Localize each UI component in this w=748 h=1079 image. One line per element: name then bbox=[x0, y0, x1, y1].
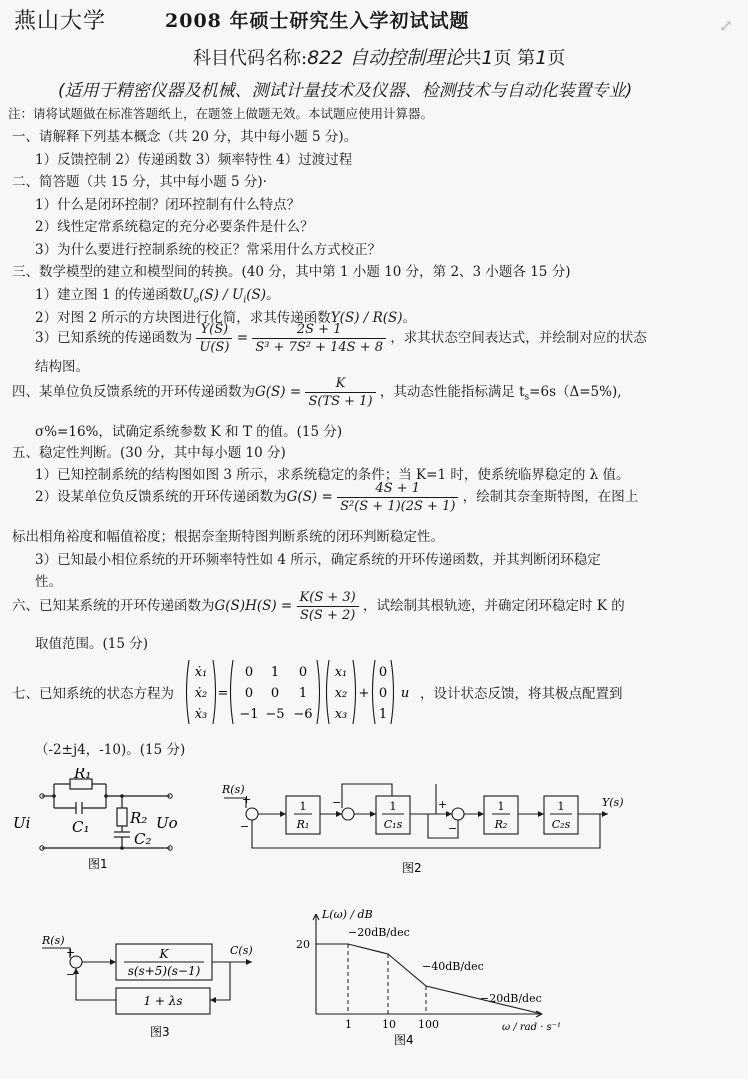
q5-den: S²(S + 1)(2S + 1) bbox=[340, 499, 456, 514]
q5-num: 4S + 1 bbox=[337, 481, 458, 498]
q5-item2-lhs: G(S) = bbox=[286, 489, 333, 505]
fig3-feedback: 1 + λs bbox=[143, 994, 183, 1008]
q6-den: S(S + 2) bbox=[299, 608, 356, 623]
q4-num: K bbox=[305, 376, 375, 393]
subject-label: 科目代码名称: bbox=[193, 48, 308, 69]
fig2-b2-den: C₁s bbox=[383, 818, 403, 831]
x-1: x₁ bbox=[334, 665, 348, 680]
q4-line2: σ%=16%，试确定系统参数 K 和 T 的值。(15 分) bbox=[35, 424, 343, 440]
q3-item1-uo: U bbox=[182, 287, 194, 303]
q4-line1 bbox=[12, 376, 622, 409]
q3-item1-math: $U_o(S) / U_i(S)$ bbox=[182, 287, 267, 306]
fig2-b1-num: 1 bbox=[299, 800, 307, 813]
fig2-b4-num: 1 bbox=[557, 800, 565, 813]
q4-fraction bbox=[305, 376, 375, 409]
fig4-xtick-10: 10 bbox=[382, 1018, 396, 1031]
fig4-xtick-1: 1 bbox=[345, 1018, 352, 1031]
q5-item2-pre: 2）设某单位负反馈系统的开环传递函数为 bbox=[35, 489, 287, 505]
q3-title: 三、数学模型的建立和模型间的转换。(40 分，其中第 1 小题 10 分，第 2、3 小题各 15 分) bbox=[12, 264, 571, 280]
a-33: −6 bbox=[293, 707, 313, 722]
q1-items: 1）反馈控制 2）传递函数 3）频率特性 4）过渡过程 bbox=[35, 152, 353, 168]
q3-item1-mid: (S) / U bbox=[199, 287, 244, 303]
q4-post-sub: s bbox=[524, 392, 530, 403]
fig2-b3-den: R₂ bbox=[494, 818, 508, 831]
exam-note: 注：请将试题做在标准答题纸上，在题签上做题无效。本试题应使用计算器。 bbox=[8, 106, 434, 121]
page-current: 1 bbox=[535, 47, 548, 69]
fig2-plus-1: + bbox=[242, 793, 252, 806]
q6-post: ，试绘制其根轨迹，并确定闭环稳定时 K 的 bbox=[363, 598, 625, 614]
pages-label-3: 页 bbox=[547, 48, 566, 69]
r2-label: R₂ bbox=[130, 809, 148, 827]
q5-title: 五、稳定性判断。(30 分，其中每小题 10 分) bbox=[12, 445, 286, 461]
svg-text:=: = bbox=[217, 686, 229, 701]
fig3-minus: − bbox=[66, 968, 76, 981]
q3-item2-post: 。 bbox=[402, 310, 417, 326]
xdot-2: ẋ₂ bbox=[194, 686, 208, 701]
q3-item1-post: 。 bbox=[266, 287, 280, 303]
a-32: −5 bbox=[265, 707, 285, 722]
a-22: 0 bbox=[270, 686, 280, 701]
fig4-ytick-20: 20 bbox=[296, 938, 310, 951]
q7-post: ，设计状态反馈，将其极点配置到 bbox=[420, 686, 623, 702]
ui-label: Ui bbox=[13, 814, 31, 832]
q5-fraction bbox=[337, 481, 458, 514]
q3-item3-post: ，求其状态空间表达式，并绘制对应的状态 bbox=[390, 330, 647, 346]
fig3-input: R(s) bbox=[42, 934, 65, 947]
q5-item-3-line2: 性。 bbox=[35, 574, 62, 590]
a-21: 0 bbox=[244, 686, 254, 701]
q7-pre: 七、已知系统的状态方程为 bbox=[12, 686, 174, 702]
q1-title: 一、请解释下列基本概念（共 20 分，其中每小题 5 分)。 bbox=[12, 129, 358, 145]
fig2-output: Y(s) bbox=[602, 796, 624, 809]
fig3-forward-num: K bbox=[159, 947, 169, 961]
q6-lhs: G(S)H(S) = bbox=[214, 598, 293, 614]
q3-item-1 bbox=[35, 283, 280, 306]
expand-icon[interactable]: ⤢ bbox=[719, 16, 733, 35]
pages-label: 共 bbox=[463, 48, 482, 69]
fig2-minus-2: − bbox=[332, 796, 342, 809]
a-12: 1 bbox=[270, 665, 280, 680]
q3-rhs-fraction bbox=[252, 322, 386, 355]
q3-item2-text: 2）对图 2 所示的方块图进行化简，求其传递函数 bbox=[35, 310, 331, 326]
q6-line2: 取值范围。(15 分) bbox=[35, 636, 149, 652]
q3-rhs-den: S³ + 7S² + 14S + 8 bbox=[255, 340, 384, 355]
exam-title: 2008 年硕士研究生入学初试试题 bbox=[165, 10, 470, 32]
x-3: x₃ bbox=[334, 707, 348, 722]
fig2-b2-num: 1 bbox=[389, 800, 397, 813]
c2-label: C₂ bbox=[134, 830, 152, 848]
fig2-input: R(s) bbox=[222, 783, 245, 796]
q2-title: 二、简答题（共 15 分，其中每小题 5 分)· bbox=[12, 174, 267, 190]
q6-line1 bbox=[12, 590, 625, 623]
university-name: 燕山大学 bbox=[14, 9, 107, 34]
b-3: 1 bbox=[378, 707, 388, 722]
fig3-forward-den: s(s+5)(s−1) bbox=[127, 964, 201, 978]
fig4-xtick-100: 100 bbox=[418, 1018, 439, 1031]
figure-1-circuit bbox=[10, 768, 190, 876]
pages-total: 1 bbox=[481, 47, 494, 69]
fig4-caption: 图4 bbox=[394, 1033, 414, 1047]
q6-pre: 六、已知某系统的开环传递函数为 bbox=[12, 598, 215, 614]
q6-fraction bbox=[297, 590, 359, 623]
a-11: 0 bbox=[244, 665, 254, 680]
fig4-ylabel: L(ω) / dB bbox=[322, 908, 373, 921]
svg-text:+: + bbox=[358, 686, 370, 701]
q4-post: ，其动态性能指标满足 t bbox=[379, 384, 525, 400]
r1-label: R₁ bbox=[74, 768, 92, 782]
q3-rhs-num: 2S + 1 bbox=[252, 322, 386, 339]
c1-label: C₁ bbox=[72, 818, 90, 836]
fig2-minus-3: − bbox=[448, 822, 458, 835]
q4-post-end: =6s（Δ=5%), bbox=[529, 384, 622, 400]
figure-3-block-diagram bbox=[40, 932, 270, 1044]
q3-item-3: 3）已知系统的传递函数为 $\frac{Y(S)}{U(S)}$ = $\frac{2S + 1}{\text{S³ + 7S² + 14S + 8}}$ ，求其状态空间表达式，并绘制对应的状态 bbox=[35, 322, 647, 355]
q6-num: K(S + 3) bbox=[297, 590, 359, 607]
x-2: x₂ bbox=[334, 686, 348, 701]
q7-state-equation bbox=[183, 656, 423, 728]
subject-handwritten: 822 自动控制理论 bbox=[307, 47, 464, 69]
q2-item-3: 3）为什么要进行控制系统的校正？常采用什么方式校正？ bbox=[35, 242, 382, 258]
q4-pre: 四、某单位负反馈系统的开环传递函数为 bbox=[12, 384, 255, 400]
fig3-output: C(s) bbox=[230, 944, 253, 957]
q3-lhs-fraction bbox=[196, 322, 232, 355]
q3-item2-math: Y(S) / R(S) bbox=[330, 310, 403, 326]
fig2-plus-3: + bbox=[438, 798, 448, 811]
b-1: 0 bbox=[378, 665, 388, 680]
fig2-b4-den: C₂s bbox=[551, 818, 571, 831]
q2-item-1: 1）什么是闭环控制？闭环控制有什么特点？ bbox=[35, 197, 301, 213]
subject-line bbox=[193, 43, 565, 70]
pages-label-2: 页 第 bbox=[493, 48, 536, 69]
fig2-caption: 图2 bbox=[402, 861, 422, 875]
fig4-slope-1: −20dB/dec bbox=[348, 926, 410, 939]
q5-item-2 bbox=[35, 481, 638, 514]
a-23: 1 bbox=[298, 686, 308, 701]
q3-lhs-num: Y(S) bbox=[196, 322, 232, 339]
fig2-minus-1: − bbox=[240, 820, 250, 833]
q5-item-2-line2: 标出相角裕度和幅值裕度；根据奈奎斯特图判断系统的闭环判断稳定性。 bbox=[12, 529, 444, 545]
q3-lhs-den: U(S) bbox=[199, 340, 230, 355]
q2-item-2: 2）线性定常系统稳定的充分必要条件是什么？ bbox=[35, 219, 314, 235]
q3-item1-text: 1）建立图 1 的传递函数 bbox=[35, 287, 183, 303]
a-31: −1 bbox=[239, 707, 259, 722]
figure-4-bode-plot bbox=[288, 906, 578, 1048]
fig4-slope-3: −20dB/dec bbox=[480, 992, 542, 1005]
q5-item-3: 3）已知最小相位系统的开环频率特性如 4 所示，确定系统的开环传递函数，并其判断闭环稳定 bbox=[35, 552, 601, 568]
fig2-b1-den: R₁ bbox=[296, 818, 310, 831]
fig3-caption: 图3 bbox=[150, 1025, 170, 1039]
applicable-majors: (适用于精密仪器及机械、测试计量技术及仪器、检测技术与自动化装置专业) bbox=[58, 81, 633, 101]
fig2-b3-num: 1 bbox=[497, 800, 505, 813]
figure-2-block-diagram bbox=[222, 776, 642, 880]
fig4-slope-2: −40dB/dec bbox=[422, 960, 484, 973]
q5-item2-post: ，绘制其奈奎斯特图，在图上 bbox=[462, 489, 639, 505]
q5-item-1: 1）已知控制系统的结构图如图 3 所示，求系统稳定的条件；当 K=1 时，使系统临界稳定的 λ 值。 bbox=[35, 467, 630, 483]
a-13: 0 bbox=[298, 665, 308, 680]
uo-label: Uo bbox=[156, 814, 178, 832]
q3-item-3-line2: 结构图。 bbox=[35, 359, 89, 375]
q3-item3-text: 3）已知系统的传递函数为 bbox=[35, 330, 193, 346]
q7-line2: （-2±j4，-10)。(15 分) bbox=[35, 742, 186, 758]
fig4-xlabel: ω / rad · s⁻¹ bbox=[502, 1022, 561, 1033]
q4-den: S(TS + 1) bbox=[308, 394, 373, 409]
fig1-caption: 图1 bbox=[88, 857, 108, 871]
input-u: u bbox=[400, 686, 410, 701]
fig3-plus: + bbox=[66, 946, 76, 959]
q4-lhs: G(S) = bbox=[255, 384, 302, 400]
xdot-3: ẋ₃ bbox=[194, 707, 208, 722]
xdot-1: ẋ₁ bbox=[194, 665, 208, 680]
q3-item1-end: (S) bbox=[246, 287, 267, 303]
b-2: 0 bbox=[378, 686, 388, 701]
